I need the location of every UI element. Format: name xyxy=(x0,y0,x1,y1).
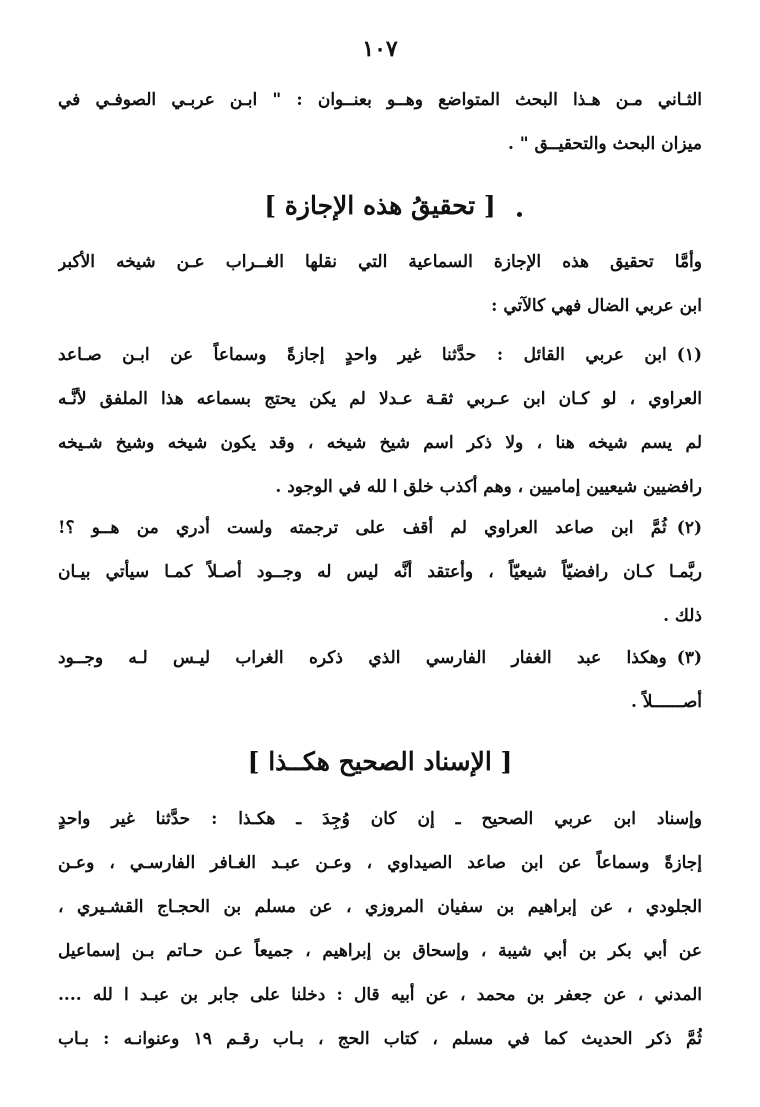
intro-paragraph xyxy=(58,78,702,166)
verification-paragraph xyxy=(58,240,702,328)
text-line: وأمَّا تحقيق هذه الإجازة السماعية التي نقلها الغــراب عـن شيخه الأكبر xyxy=(58,252,702,272)
text-line: ميزان البحث والتحقيــق " . xyxy=(507,134,702,154)
item-number: (٣) xyxy=(676,648,702,668)
text-line: ثُمَّ ذكر الحديث كما في مسلم ، كتاب الحج ، بـاب رقـم ١٩ وعنوانـه : بـاب xyxy=(58,1029,702,1049)
section-heading-correct-chain: [ الإسناد الصحيح هكــذا ] xyxy=(247,747,513,776)
text-line xyxy=(58,333,702,377)
page-number: ١٠٧ xyxy=(362,36,398,62)
text-line: ذلك . xyxy=(663,606,702,626)
text-line: ربَّمـا كـان رافضيّاً شيعيّاً ، وأعتقد أنَّه ليس له وجــود أصـلاً كمـا سيأتي بيـان xyxy=(58,562,702,582)
text-line xyxy=(58,506,702,550)
text-line: لم يسم شيخه هنا ، ولا ذكر اسم شيخ شيخه ، وقد يكون شيخه وشيخ شـيخه xyxy=(58,433,702,453)
item-text: ابن عربي القائل : حدَّثنا غير واحدٍ إجازةً وسماعاً عن ابـن صـاعد xyxy=(58,345,667,365)
text-line: الثـاني مـن هـذا البحث المتواضع وهــو بعنــوان : " ابـن عربـي الصوفـي في xyxy=(58,90,702,110)
list-item-3 xyxy=(58,636,702,724)
item-number: (١) xyxy=(676,345,702,365)
chain-paragraph xyxy=(58,797,702,1061)
item-number: (٢) xyxy=(676,518,702,538)
text-line: الجلودي ، عن إبراهيم بن سفيان المروزي ، عن مسلم بن الحجـاج القشـيري ، xyxy=(58,897,702,917)
text-line: إجازةً وسماعاً عن ابن صاعد الصيداوي ، وعـن عبـد الغـافر الفارسـي ، وعـن xyxy=(58,853,702,873)
text-line: العراوي ، لو كـان ابن عـربي ثقـة عـدلا لم يكن يحتج بسماعه هذا الملفق لأنَّـه xyxy=(58,389,702,409)
text-line: أصــــــلاً . xyxy=(630,692,702,712)
section-heading-verification: [ تحقيقُ هذه الإجازة ] xyxy=(264,191,496,220)
text-line xyxy=(58,636,702,680)
item-text: وهكذا عبد الغفار الفارسي الذي ذكره الغراب ليـس لـه وجــود xyxy=(58,648,667,668)
ink-dot xyxy=(517,212,522,217)
item-text: ثُمَّ ابن صاعد العراوي لم أقف على ترجمته ولست أدري من هــو ؟! xyxy=(58,518,667,538)
text-line: عن أبي بكر بن أبي شيبة ، وإسحاق بن إبراهيم ، جميعاً عـن حـاتم بـن إسماعيل xyxy=(58,941,702,961)
list-item-2 xyxy=(58,506,702,638)
text-line: رافضيين شيعيين إماميين ، وهم أكذب خلق ا لله في الوجود . xyxy=(275,477,702,497)
text-line: ابن عربي الضال فهي كالآتي : xyxy=(491,296,702,316)
list-item-1 xyxy=(58,333,702,509)
text-line: وإسناد ابن عربي الصحيح ـ إن كان وُجِدَ ـ هكـذا : حدَّثنا غير واحدٍ xyxy=(58,809,702,829)
text-line: المدني ، عن جعفر بن محمد ، عن أبيه قال : دخلنا على جابر بن عبـد ا لله .... xyxy=(58,985,702,1005)
